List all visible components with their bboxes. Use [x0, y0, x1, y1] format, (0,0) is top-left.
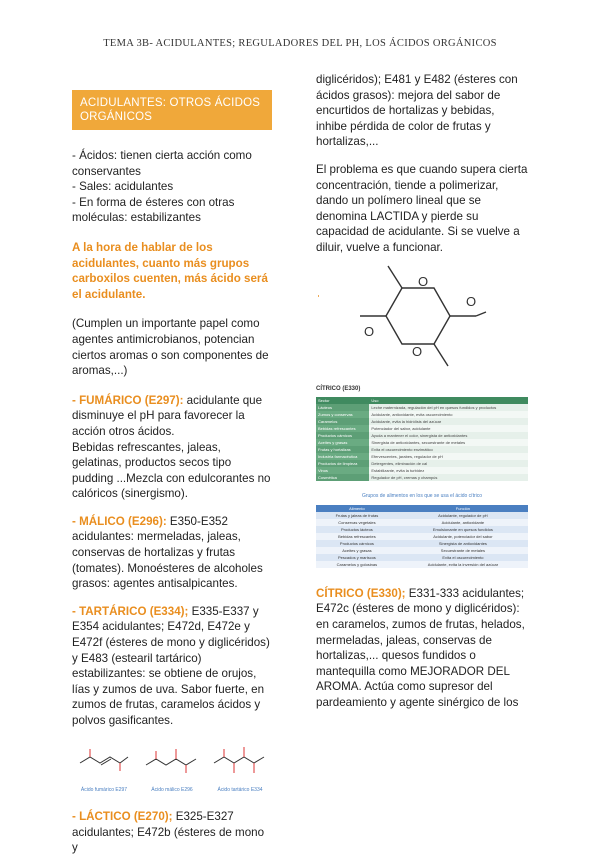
table-cell: Acidulante, regulador de pH [398, 512, 528, 519]
table-cell: Acidulante, antioxidante [398, 519, 528, 526]
food-groups-table-title: Grupos de alimentos en los que se usa el ácido cítrico [361, 493, 483, 500]
fumaric-acid-drawing [72, 743, 136, 783]
table-header-cell: Sector [316, 397, 369, 404]
table-cell: Bebidas refrescantes [316, 425, 369, 432]
lactico-text: E325-E327 acidulantes; E472b (ésteres de mono y [72, 810, 265, 855]
page-header: TEMA 3B- ACIDULANTES; REGULADORES DEL PH, LOS ÁCIDOS ORGÁNICOS [103, 38, 497, 49]
lactico-title: - LÁCTICO (E270); [72, 810, 173, 824]
oxygen-atom-label: O [364, 323, 375, 339]
table-cell: Bebidas refrescantes [316, 533, 398, 540]
table-cell: Productos de limpieza [316, 460, 369, 467]
table-cell: Potenciador del sabor, acidulante [369, 425, 528, 432]
table-cell: Productos cárnicos [316, 540, 398, 547]
food-groups-table [316, 505, 528, 568]
malic-acid-structure [140, 743, 204, 794]
fumarico-text: acidulante que disminuye el pH para favorecer la acción otros ácidos. [72, 393, 263, 438]
table-cell: Productos lácteos [316, 526, 398, 533]
table-cell: Caramelos [316, 418, 369, 425]
table-cell: Sinergista de antioxidantes [398, 540, 528, 547]
note-text: (Cumplen un importante papel como agentes antimicrobianos, potencian ciertos aromas o son componentes de aromas,...) [72, 317, 269, 378]
table-cell: Efervescentes, jarabes, regulador de pH [369, 453, 528, 460]
citrico-title: CÍTRICO (E330); [316, 586, 406, 600]
citric-table-title: CÍTRICO (E330) [316, 385, 361, 392]
table-cell: Industria farmacéutica [316, 453, 369, 460]
table-cell: Acidulante, potenciador del sabor [398, 533, 528, 540]
tartarico-paragraph [72, 604, 272, 729]
malico-paragraph [72, 514, 272, 592]
molecule-caption: Ácido tartárico E334 [217, 787, 263, 794]
table-cell: Productos cárnicos [316, 432, 369, 439]
table-cell: Evita el oscurecimiento enzimático [369, 446, 528, 453]
malico-text: E350-E352 acidulantes: mermeladas, jaleas, conservas de hortalizas y frutas (tomates). Monoésteres de alcoholes grasos: agentes antisalpicantes. [72, 514, 263, 591]
lactico-paragraph [72, 809, 272, 856]
table-cell: Vinos [316, 467, 369, 474]
table-cell: Regulador de pH, cremas y champús [369, 474, 528, 481]
table-cell: Cosmética [316, 474, 369, 481]
table-header-cell: Uso [369, 397, 528, 404]
left-column [72, 90, 272, 856]
table-header-cell: Función [398, 505, 528, 512]
lactide-problem-text: El problema es que cuando supera cierta concentración, tiende a polimerizar, dando un polímero lineal que se denomina LACTIDA y pierde su capacidad de acidulante. Si se vuelve a diluir, vuelve a funcionar. [316, 162, 528, 254]
table-cell: Secuestrante de metales [398, 547, 528, 554]
table-cell: Frutas y hortalizas [316, 446, 369, 453]
bullet-item: - Sales: acidulantes [72, 180, 174, 194]
bullet-item: - En forma de ésteres con otras moléculas: estabilizantes [72, 195, 235, 225]
table-cell: Emulsionante en quesos fundidos [398, 526, 528, 533]
highlight-text: A la hora de hablar de los acidulantes, cuanto más grupos carboxilos cuenten, más ácido será el acidulante. [72, 240, 268, 301]
right-column [316, 72, 528, 710]
citric-uses-table [316, 397, 528, 481]
tartaric-acid-structure [208, 743, 272, 794]
table-cell: Acidulante, evita la inversión del azúcar [398, 561, 528, 568]
table-cell: Estabilizante, evita la turbidez [369, 467, 528, 474]
table-cell: Detergentes, eliminación de cal [369, 460, 528, 467]
table-cell: Pescados y mariscos [316, 554, 398, 561]
table-cell: Aceites y grasas [316, 547, 398, 554]
section-banner: ACIDULANTES: OTROS ÁCIDOS ORGÁNICOS [72, 90, 272, 130]
malic-acid-drawing [140, 743, 204, 783]
fumaric-acid-structure [72, 743, 136, 794]
oxygen-atom-label: O [418, 273, 429, 289]
tartaric-acid-drawing [208, 743, 272, 783]
oxygen-atom-label: O [412, 343, 423, 359]
table-cell: Lácteos [316, 404, 369, 411]
citrico-paragraph [316, 586, 528, 711]
table-cell: Aceites y grasas [316, 439, 369, 446]
lactico-continuation: diglicéridos); E481 y E482 (ésteres con ácidos grasos): mejora del sabor de encurtidos de hortalizas y bebidas, inhibe pérdida de color de frutas y hortalizas,... [316, 73, 518, 149]
molecule-caption: Ácido málico E296 [151, 787, 193, 794]
fumarico-paragraph [72, 393, 272, 440]
tartarico-text: E335-E337 y E354 acidulantes; E472d, E472e y E472f (ésteres de mono y diglicéridos) y E483 (estearil tartárico) estabilizantes: se obtiene de orujos, lías y zumos de uva. Sabor fuerte, en zumos de frutas, caramelos ácidos y polvos gasificantes. [72, 604, 270, 727]
table-cell: Leche maternizada, regulación del pH en quesos fundidos y productos [369, 404, 528, 411]
fumarico-text-2: Bebidas refrescantes, jaleas, gelatinas, productos secos tipo pudding ...Mezcla con edulcorantes no calóricos (sinergismo). [72, 440, 271, 501]
table-header-cell: Alimento [316, 505, 398, 512]
table-cell: Ayuda a mantener el color, sinergista de antioxidantes [369, 432, 528, 439]
table-cell: Sinergista de antioxidantes, secuestrante de metales [369, 439, 528, 446]
fumarico-title: - FUMÁRICO (E297): [72, 393, 184, 407]
molecule-caption: Ácido fumárico E297 [80, 787, 128, 794]
molecule-figures [72, 743, 272, 794]
table-cell: Acidulante, evita la hidrólisis del azúcar [369, 418, 528, 425]
table-cell: Acidulante, antioxidante, evita oscurecimiento [369, 411, 528, 418]
citrico-text: E331-333 acidulantes; E472c (ésteres de mono y diglicéridos): en caramelos, zumos de frutas, helados, mermeladas, jaleas, conservas de hortalizas,... quesos fundidos o mantequilla como MEJORADOR DEL AROMA. Actúa como supresor del pardeamiento y agente sinérgico de los [316, 586, 525, 709]
table-cell: Evita el oscurecimiento [398, 554, 528, 561]
table-cell: Frutas y jaleas de frutas [316, 512, 398, 519]
tartarico-title: - TARTÁRICO (E334); [72, 604, 189, 618]
lactide-structure-drawing [316, 260, 528, 372]
bullet-item: - Ácidos: tienen cierta acción como conservantes [72, 149, 252, 178]
table-cell: Caramelos y golosinas [316, 561, 398, 568]
table-cell: Conservas vegetales [316, 519, 398, 526]
table-cell: Zumos y conservas [316, 411, 369, 418]
oxygen-atom-label: O [466, 293, 477, 309]
malico-title: - MÁLICO (E296): [72, 514, 167, 528]
